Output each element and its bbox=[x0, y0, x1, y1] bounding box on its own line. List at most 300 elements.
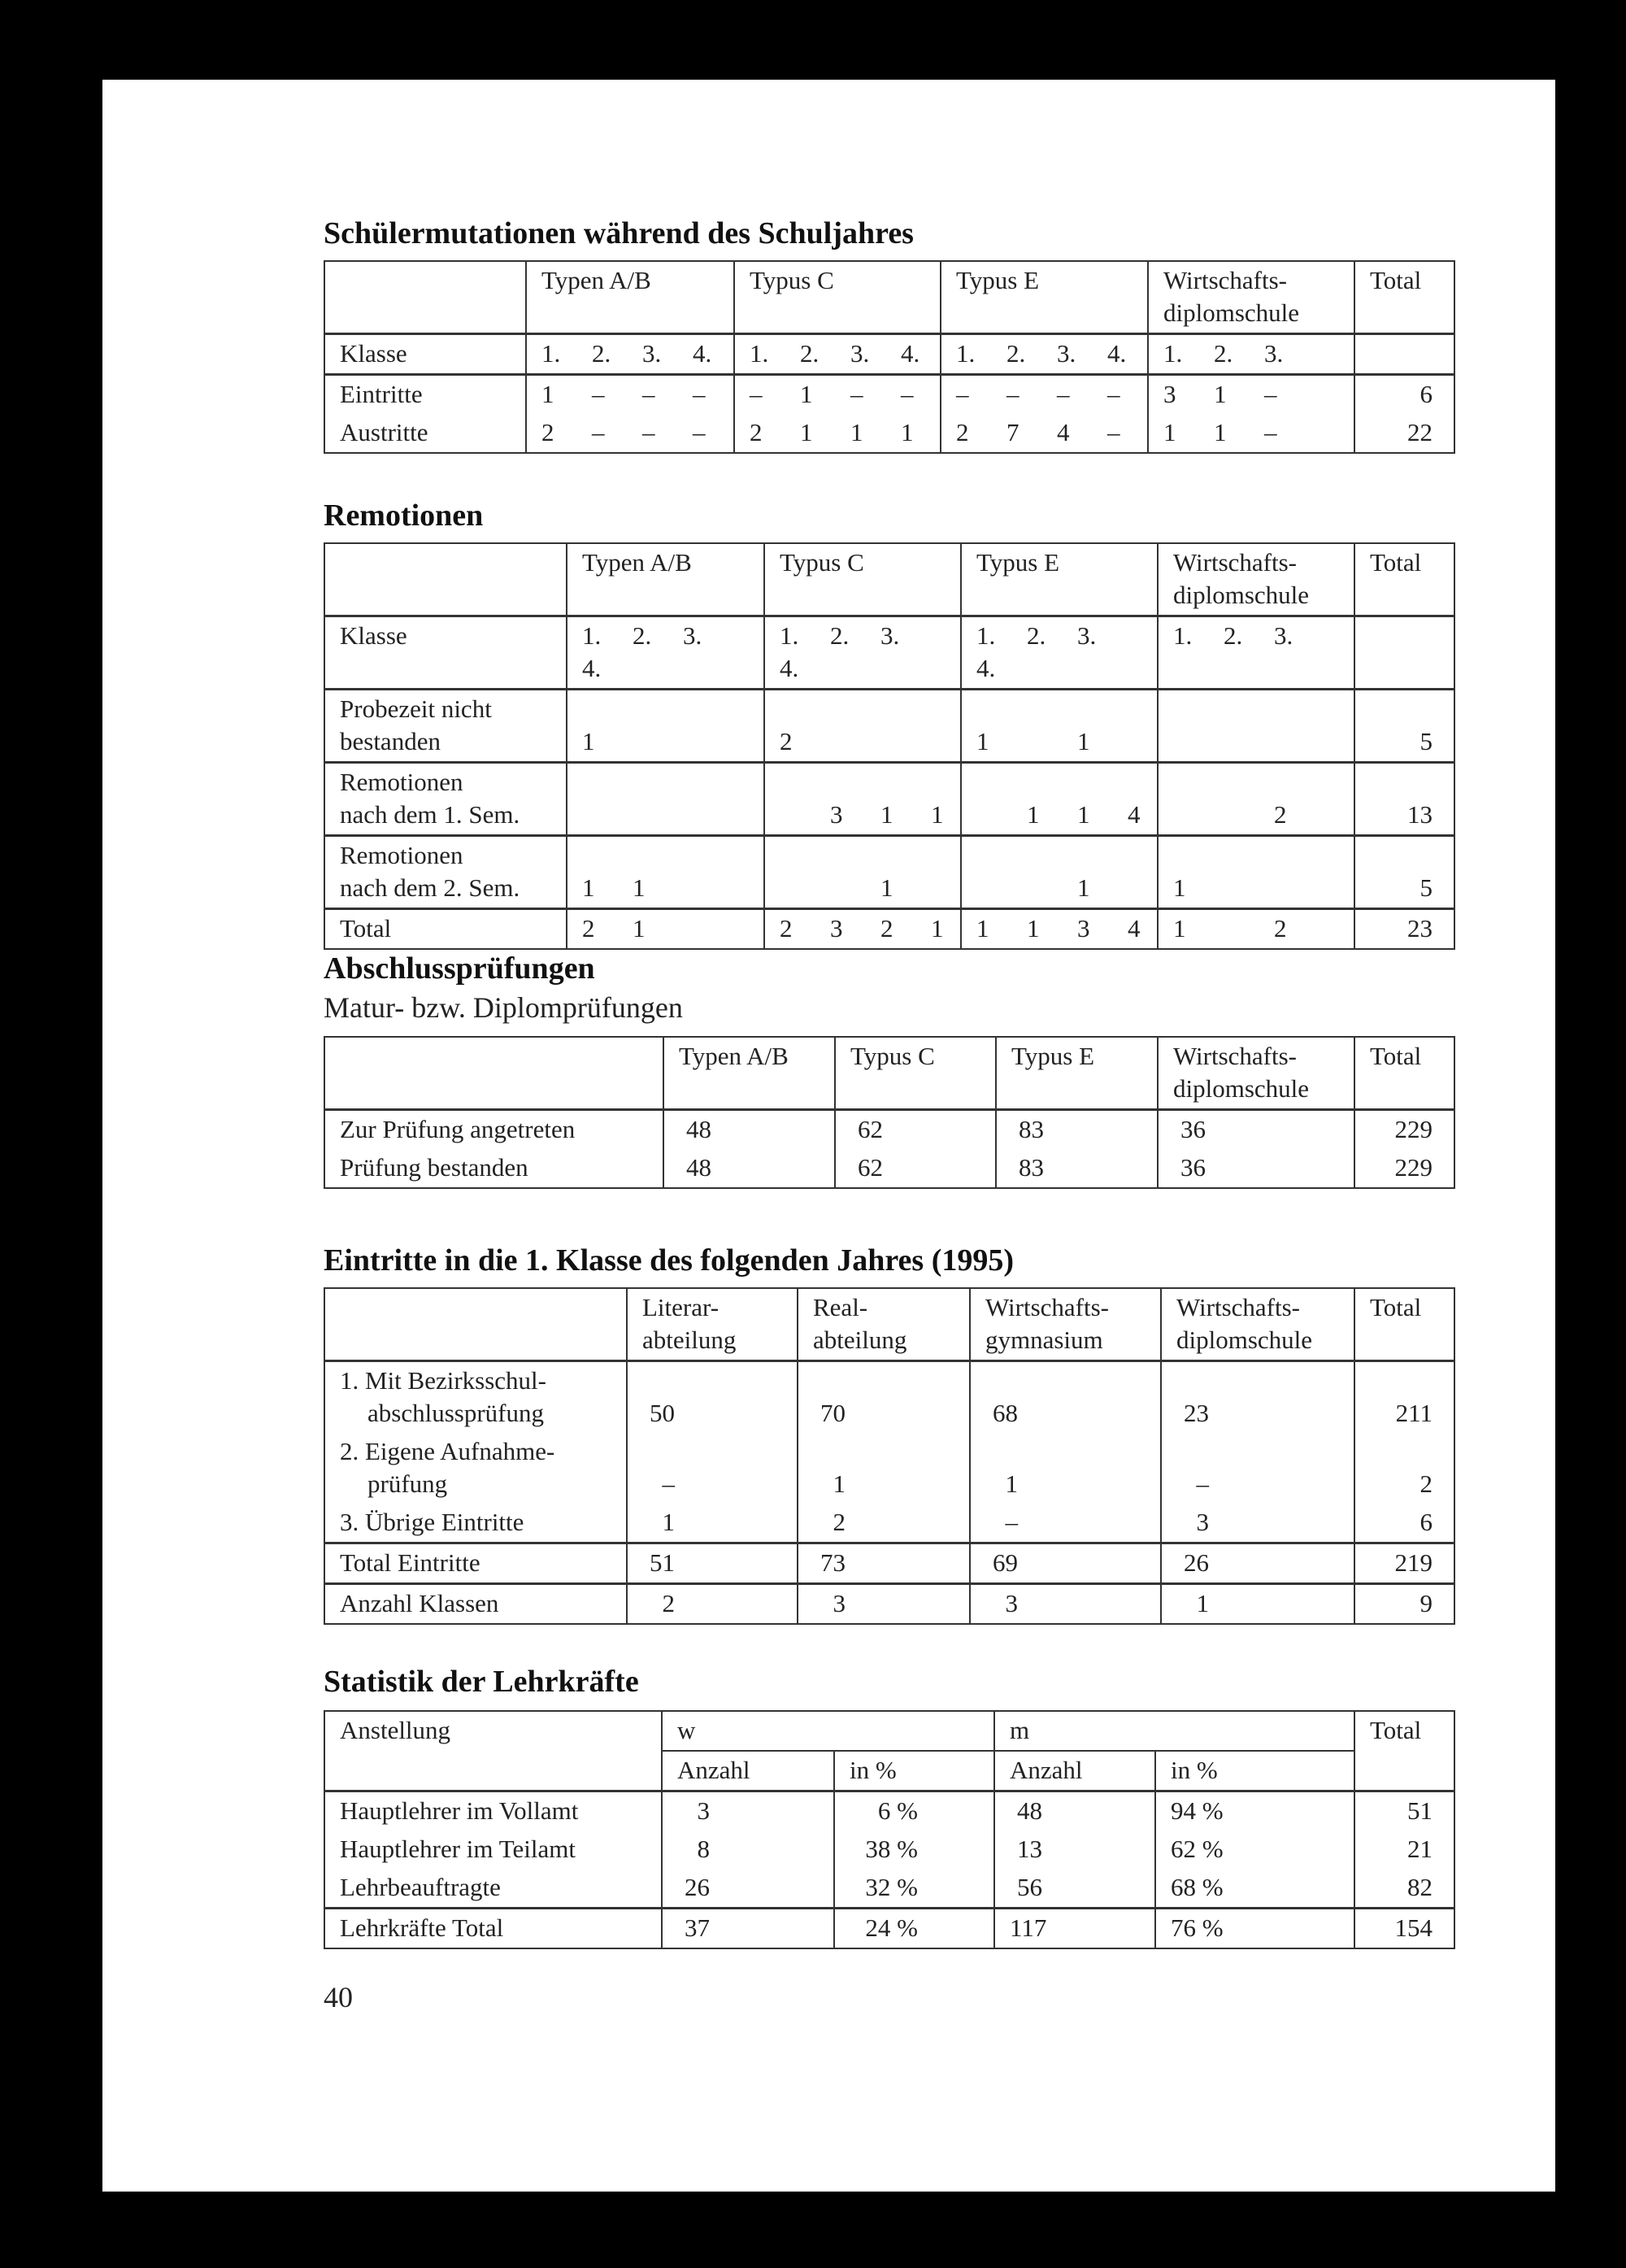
cell-value: 26 bbox=[1184, 1548, 1209, 1577]
cell-value: 2 bbox=[582, 914, 595, 942]
cell-value: 48 bbox=[686, 1153, 711, 1182]
cell-value: 2 bbox=[956, 418, 969, 446]
cell-value: 3 bbox=[1077, 914, 1090, 942]
value-cell bbox=[627, 1361, 798, 1434]
group-cell bbox=[1158, 763, 1354, 836]
row-label: Lehrbeauftragte bbox=[324, 1869, 662, 1909]
section-subtitle: Matur- bzw. Diplomprüfungen bbox=[324, 991, 683, 1024]
column-header: Total bbox=[1354, 1288, 1454, 1361]
group-cell bbox=[961, 909, 1158, 950]
cell-value: 3. bbox=[1077, 621, 1097, 650]
value-cell bbox=[834, 1909, 994, 1949]
value-cell bbox=[970, 1584, 1161, 1625]
page-number: 40 bbox=[324, 1981, 353, 2013]
row-label: Remotionen nach dem 1. Sem. bbox=[324, 763, 567, 836]
column-header: Literar- abteilung bbox=[627, 1288, 798, 1361]
section-title-lehrkraefte: Statistik der Lehrkräfte bbox=[324, 1665, 639, 1699]
cell-value: 13 bbox=[1017, 1835, 1043, 1863]
group-cell bbox=[1158, 836, 1354, 909]
row-total: 219 bbox=[1354, 1543, 1454, 1584]
column-header: Total bbox=[1354, 543, 1454, 616]
cell-value: – bbox=[1005, 1508, 1018, 1536]
cell-value: 1 bbox=[976, 914, 989, 942]
cell-value: 69 bbox=[993, 1548, 1018, 1577]
table-row bbox=[324, 334, 1454, 375]
cell-value: 1 bbox=[1173, 914, 1186, 942]
cell-value: 32 % bbox=[865, 1873, 918, 1901]
column-header: Wirtschafts- diplomschule bbox=[1158, 1037, 1354, 1110]
group-cell bbox=[1158, 690, 1354, 763]
cell-value: 3. bbox=[683, 621, 702, 650]
row-total: 6 bbox=[1354, 375, 1454, 415]
column-header: Typus E bbox=[996, 1037, 1158, 1110]
cell-value: 62 % bbox=[1171, 1835, 1224, 1863]
column-header: Typen A/B bbox=[526, 261, 734, 334]
group-cell bbox=[567, 909, 764, 950]
cell-value: 83 bbox=[1019, 1153, 1044, 1182]
cell-value: – bbox=[1107, 380, 1120, 408]
row-label: 1. Mit Bezirksschul- abschlussprüfung bbox=[324, 1361, 627, 1434]
cell-value: 1 bbox=[880, 873, 893, 902]
cell-value: 1 bbox=[662, 1508, 675, 1536]
cell-value: – bbox=[1196, 1469, 1209, 1498]
cell-value: 7 bbox=[1006, 418, 1020, 446]
row-total: 211 bbox=[1354, 1361, 1454, 1434]
value-cell bbox=[996, 1149, 1158, 1188]
cell-value: 1 bbox=[582, 727, 595, 755]
cell-value: 1 bbox=[1027, 800, 1040, 829]
value-cell bbox=[1161, 1361, 1354, 1434]
value-cell bbox=[798, 1504, 970, 1543]
cell-value: – bbox=[642, 380, 655, 408]
value-cell bbox=[798, 1433, 970, 1504]
group-cell bbox=[567, 690, 764, 763]
value-cell bbox=[663, 1149, 835, 1188]
row-label: Anzahl Klassen bbox=[324, 1584, 627, 1625]
cell-value: 2 bbox=[780, 727, 793, 755]
cell-value: – bbox=[901, 380, 914, 408]
table-row bbox=[324, 690, 1454, 763]
column-header: Typen A/B bbox=[663, 1037, 835, 1110]
group-cell bbox=[1158, 909, 1354, 950]
column-header: Real- abteilung bbox=[798, 1288, 970, 1361]
value-cell bbox=[662, 1831, 834, 1869]
group-cell bbox=[734, 375, 941, 415]
column-header: Typus C bbox=[734, 261, 941, 334]
cell-value: 26 bbox=[685, 1873, 710, 1901]
table-row bbox=[324, 1869, 1454, 1909]
cell-value: 3 bbox=[1005, 1589, 1018, 1617]
cell-value: 2. bbox=[830, 621, 850, 650]
value-cell bbox=[1161, 1543, 1354, 1584]
column-header: Wirtschafts- diplomschule bbox=[1161, 1288, 1354, 1361]
cell-value: 50 bbox=[650, 1399, 675, 1427]
header-row bbox=[324, 261, 1454, 334]
cell-value: 1. bbox=[1173, 621, 1193, 650]
column-header-total: Total bbox=[1354, 1711, 1454, 1791]
sub-header: in % bbox=[1155, 1751, 1354, 1791]
group-cell bbox=[941, 414, 1148, 453]
cell-value: 1. bbox=[582, 621, 602, 650]
table-remotionen bbox=[324, 542, 1455, 950]
row-total: 229 bbox=[1354, 1110, 1454, 1150]
cell-value: 1. bbox=[1163, 339, 1183, 368]
cell-value: 1 bbox=[833, 1469, 846, 1498]
header-row bbox=[324, 1037, 1454, 1110]
cell-value: 1 bbox=[541, 380, 554, 408]
cell-value: 48 bbox=[686, 1115, 711, 1143]
value-cell bbox=[663, 1110, 835, 1150]
header-row bbox=[324, 1711, 1454, 1751]
cell-value: 48 bbox=[1017, 1796, 1043, 1825]
table-row bbox=[324, 1504, 1454, 1543]
table-row bbox=[324, 1584, 1454, 1625]
row-label: Klasse bbox=[324, 616, 567, 690]
table-row bbox=[324, 1433, 1454, 1504]
value-cell bbox=[1155, 1831, 1354, 1869]
cell-value: 1 bbox=[1173, 873, 1186, 902]
value-cell bbox=[627, 1504, 798, 1543]
column-header: Wirtschafts- diplomschule bbox=[1158, 543, 1354, 616]
section-title-abschlusspruefungen: Abschlussprüfungen bbox=[324, 951, 595, 986]
value-cell bbox=[798, 1543, 970, 1584]
header-row bbox=[324, 543, 1454, 616]
cell-value: – bbox=[1057, 380, 1070, 408]
column-header: Wirtschafts- gymnasium bbox=[970, 1288, 1161, 1361]
cell-value: 4 bbox=[1128, 914, 1141, 942]
group-cell bbox=[1158, 616, 1354, 690]
group-cell bbox=[941, 375, 1148, 415]
cell-value: 1. bbox=[541, 339, 561, 368]
row-label: Lehrkräfte Total bbox=[324, 1909, 662, 1949]
cell-value: 3. bbox=[1274, 621, 1293, 650]
value-cell bbox=[834, 1791, 994, 1831]
cell-value: 3. bbox=[1057, 339, 1076, 368]
cell-value: 73 bbox=[820, 1548, 846, 1577]
cell-value: 70 bbox=[820, 1399, 846, 1427]
column-header: Typen A/B bbox=[567, 543, 764, 616]
cell-value: 2. bbox=[1027, 621, 1046, 650]
section-title-remotionen: Remotionen bbox=[324, 498, 484, 533]
row-total: 82 bbox=[1354, 1869, 1454, 1909]
row-total: 22 bbox=[1354, 414, 1454, 453]
row-label: 2. Eigene Aufnahme- prüfung bbox=[324, 1433, 627, 1504]
group-cell bbox=[764, 616, 961, 690]
value-cell bbox=[1161, 1433, 1354, 1504]
value-cell bbox=[1155, 1791, 1354, 1831]
cell-value: 1 bbox=[800, 418, 813, 446]
cell-value: 1 bbox=[800, 380, 813, 408]
row-total: 21 bbox=[1354, 1831, 1454, 1869]
cell-value: 2. bbox=[633, 621, 652, 650]
cell-value: 37 bbox=[685, 1913, 710, 1942]
group-cell bbox=[526, 375, 734, 415]
cell-value: 4. bbox=[976, 654, 996, 682]
section-title-eintritte: Eintritte in die 1. Klasse des folgenden Jahres (1995) bbox=[324, 1243, 1015, 1278]
value-cell bbox=[994, 1791, 1155, 1831]
header-row bbox=[324, 1288, 1454, 1361]
value-cell bbox=[994, 1831, 1155, 1869]
row-label: Remotionen nach dem 2. Sem. bbox=[324, 836, 567, 909]
group-cell bbox=[764, 836, 961, 909]
cell-value: 2. bbox=[800, 339, 820, 368]
cell-value: 2 bbox=[880, 914, 893, 942]
value-cell bbox=[1158, 1149, 1354, 1188]
cell-value: – bbox=[1264, 380, 1277, 408]
value-cell bbox=[834, 1831, 994, 1869]
value-cell bbox=[970, 1433, 1161, 1504]
table-row bbox=[324, 1110, 1454, 1150]
table-row bbox=[324, 1543, 1454, 1584]
value-cell bbox=[1161, 1584, 1354, 1625]
column-header bbox=[324, 1288, 627, 1361]
cell-value: 56 bbox=[1017, 1873, 1043, 1901]
group-cell bbox=[961, 616, 1158, 690]
value-cell bbox=[1155, 1909, 1354, 1949]
column-header: Total bbox=[1354, 261, 1454, 334]
cell-value: 1. bbox=[750, 339, 769, 368]
row-total bbox=[1354, 616, 1454, 690]
row-label: Hauptlehrer im Teilamt bbox=[324, 1831, 662, 1869]
value-cell bbox=[627, 1433, 798, 1504]
column-header: Typus E bbox=[961, 543, 1158, 616]
table-row bbox=[324, 616, 1454, 690]
cell-value: – bbox=[592, 418, 605, 446]
cell-value: 2 bbox=[1274, 800, 1287, 829]
row-total: 229 bbox=[1354, 1149, 1454, 1188]
value-cell bbox=[798, 1584, 970, 1625]
table-row bbox=[324, 1361, 1454, 1434]
column-header-m: m bbox=[994, 1711, 1354, 1751]
cell-value: 1. bbox=[976, 621, 996, 650]
cell-value: 1 bbox=[880, 800, 893, 829]
cell-value: 3. bbox=[880, 621, 900, 650]
cell-value: 4 bbox=[1057, 418, 1070, 446]
cell-value: 94 % bbox=[1171, 1796, 1224, 1825]
cell-value: – bbox=[642, 418, 655, 446]
cell-value: 1 bbox=[633, 873, 646, 902]
row-label: Austritte bbox=[324, 414, 526, 453]
value-cell bbox=[662, 1909, 834, 1949]
group-cell bbox=[961, 763, 1158, 836]
cell-value: 2 bbox=[833, 1508, 846, 1536]
cell-value: 3 bbox=[1196, 1508, 1209, 1536]
column-header: Total bbox=[1354, 1037, 1454, 1110]
row-label: Hauptlehrer im Vollamt bbox=[324, 1791, 662, 1831]
cell-value: 68 % bbox=[1171, 1873, 1224, 1901]
group-cell bbox=[764, 909, 961, 950]
cell-value: 2 bbox=[662, 1589, 675, 1617]
group-cell bbox=[734, 414, 941, 453]
cell-value: 2. bbox=[592, 339, 611, 368]
group-cell bbox=[961, 836, 1158, 909]
cell-value: 1 bbox=[1214, 418, 1227, 446]
value-cell bbox=[970, 1543, 1161, 1584]
value-cell bbox=[970, 1504, 1161, 1543]
row-total: 13 bbox=[1354, 763, 1454, 836]
cell-value: 2 bbox=[1274, 914, 1287, 942]
group-cell bbox=[1148, 414, 1354, 453]
table-row bbox=[324, 763, 1454, 836]
cell-value: 6 % bbox=[877, 1796, 918, 1825]
cell-value: 1 bbox=[1077, 873, 1090, 902]
value-cell bbox=[662, 1869, 834, 1909]
row-label: Total Eintritte bbox=[324, 1543, 627, 1584]
group-cell bbox=[764, 690, 961, 763]
cell-value: 36 bbox=[1180, 1115, 1206, 1143]
cell-value: 68 bbox=[993, 1399, 1018, 1427]
cell-value: 8 bbox=[697, 1835, 710, 1863]
cell-value: 1 bbox=[1214, 380, 1227, 408]
cell-value: 62 bbox=[858, 1153, 883, 1182]
value-cell bbox=[835, 1110, 996, 1150]
cell-value: 2. bbox=[1214, 339, 1233, 368]
row-total bbox=[1354, 334, 1454, 375]
value-cell bbox=[627, 1543, 798, 1584]
cell-value: 76 % bbox=[1171, 1913, 1224, 1942]
group-cell bbox=[941, 334, 1148, 375]
cell-value: 3. bbox=[1264, 339, 1284, 368]
group-cell bbox=[567, 763, 764, 836]
table-lehrkraefte bbox=[324, 1710, 1455, 1949]
cell-value: 3. bbox=[850, 339, 870, 368]
value-cell bbox=[1161, 1504, 1354, 1543]
cell-value: 2 bbox=[750, 418, 763, 446]
cell-value: 1 bbox=[976, 727, 989, 755]
cell-value: 2. bbox=[1224, 621, 1243, 650]
value-cell bbox=[970, 1361, 1161, 1434]
cell-value: 1 bbox=[633, 914, 646, 942]
cell-value: 1 bbox=[1077, 727, 1090, 755]
sub-header: Anzahl bbox=[662, 1751, 834, 1791]
cell-value: 2 bbox=[541, 418, 554, 446]
row-total: 5 bbox=[1354, 836, 1454, 909]
value-cell bbox=[996, 1110, 1158, 1150]
row-total: 2 bbox=[1354, 1433, 1454, 1504]
group-cell bbox=[961, 690, 1158, 763]
group-cell bbox=[734, 334, 941, 375]
row-total: 23 bbox=[1354, 909, 1454, 950]
cell-value: – bbox=[1006, 380, 1020, 408]
cell-value: 36 bbox=[1180, 1153, 1206, 1182]
cell-value: 83 bbox=[1019, 1115, 1044, 1143]
table-row bbox=[324, 375, 1454, 415]
cell-value: 38 % bbox=[865, 1835, 918, 1863]
value-cell bbox=[1158, 1110, 1354, 1150]
value-cell bbox=[627, 1584, 798, 1625]
cell-value: 3 bbox=[830, 914, 843, 942]
group-cell bbox=[526, 334, 734, 375]
cell-value: 3 bbox=[833, 1589, 846, 1617]
value-cell bbox=[1155, 1869, 1354, 1909]
row-label: Zur Prüfung angetreten bbox=[324, 1110, 663, 1150]
cell-value: 4. bbox=[582, 654, 602, 682]
row-total: 5 bbox=[1354, 690, 1454, 763]
group-cell bbox=[567, 616, 764, 690]
cell-value: 4. bbox=[780, 654, 799, 682]
cell-value: 4. bbox=[901, 339, 920, 368]
group-cell bbox=[1148, 375, 1354, 415]
table-row bbox=[324, 1149, 1454, 1188]
row-label: Total bbox=[324, 909, 567, 950]
cell-value: 1 bbox=[1163, 418, 1176, 446]
row-label: Probezeit nicht bestanden bbox=[324, 690, 567, 763]
cell-value: 1. bbox=[956, 339, 976, 368]
row-total: 9 bbox=[1354, 1584, 1454, 1625]
cell-value: 2 bbox=[780, 914, 793, 942]
sub-header: in % bbox=[834, 1751, 994, 1791]
column-header bbox=[324, 1037, 663, 1110]
cell-value: 51 bbox=[650, 1548, 675, 1577]
value-cell bbox=[835, 1149, 996, 1188]
cell-value: – bbox=[956, 380, 969, 408]
cell-value: – bbox=[1264, 418, 1277, 446]
table-abschlusspruefungen bbox=[324, 1036, 1455, 1189]
cell-value: – bbox=[1107, 418, 1120, 446]
cell-value: 4. bbox=[1107, 339, 1127, 368]
cell-value: – bbox=[750, 380, 763, 408]
cell-value: 117 bbox=[1010, 1913, 1047, 1942]
row-total: 51 bbox=[1354, 1791, 1454, 1831]
section-title-schuelermutationen: Schülermutationen während des Schuljahres bbox=[324, 216, 914, 250]
row-label: 3. Übrige Eintritte bbox=[324, 1504, 627, 1543]
table-row bbox=[324, 414, 1454, 453]
cell-value: 1. bbox=[780, 621, 799, 650]
cell-value: 1 bbox=[850, 418, 863, 446]
column-header-w: w bbox=[662, 1711, 994, 1751]
row-total: 6 bbox=[1354, 1504, 1454, 1543]
table-row bbox=[324, 909, 1454, 950]
value-cell bbox=[994, 1869, 1155, 1909]
cell-value: 4 bbox=[1128, 800, 1141, 829]
row-total: 154 bbox=[1354, 1909, 1454, 1949]
group-cell bbox=[567, 836, 764, 909]
cell-value: 1 bbox=[1027, 914, 1040, 942]
cell-value: 1 bbox=[1196, 1589, 1209, 1617]
value-cell bbox=[662, 1791, 834, 1831]
cell-value: 23 bbox=[1184, 1399, 1209, 1427]
cell-value: 3. bbox=[642, 339, 662, 368]
cell-value: 3 bbox=[1163, 380, 1176, 408]
row-label: Klasse bbox=[324, 334, 526, 375]
cell-value: 1 bbox=[901, 418, 914, 446]
cell-value: 24 % bbox=[865, 1913, 918, 1942]
cell-value: – bbox=[662, 1469, 675, 1498]
table-schuelermutationen bbox=[324, 260, 1455, 454]
cell-value: – bbox=[693, 418, 706, 446]
group-cell bbox=[764, 763, 961, 836]
cell-value: – bbox=[693, 380, 706, 408]
row-label: Eintritte bbox=[324, 375, 526, 415]
column-header bbox=[324, 261, 526, 334]
column-header: Typus C bbox=[764, 543, 961, 616]
cell-value: 1 bbox=[931, 800, 944, 829]
column-header: Wirtschafts- diplomschule bbox=[1148, 261, 1354, 334]
table-row bbox=[324, 836, 1454, 909]
column-header: Anstellung bbox=[324, 1711, 662, 1791]
group-cell bbox=[1148, 334, 1354, 375]
cell-value: 2. bbox=[1006, 339, 1026, 368]
cell-value: 1 bbox=[1077, 800, 1090, 829]
cell-value: 62 bbox=[858, 1115, 883, 1143]
value-cell bbox=[994, 1909, 1155, 1949]
table-row bbox=[324, 1791, 1454, 1831]
table-row bbox=[324, 1909, 1454, 1949]
group-cell bbox=[526, 414, 734, 453]
cell-value: – bbox=[592, 380, 605, 408]
cell-value: 1 bbox=[931, 914, 944, 942]
row-label: Prüfung bestanden bbox=[324, 1149, 663, 1188]
